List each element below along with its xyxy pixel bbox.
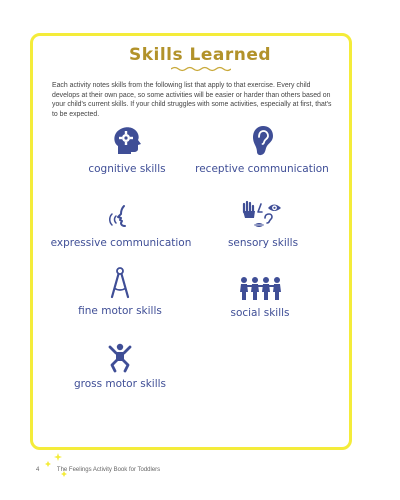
page-number: 4	[36, 467, 40, 473]
skill-label: social skills	[230, 307, 290, 319]
skill-label: gross motor skills	[73, 378, 167, 390]
skill-label: fine motor skills	[78, 305, 162, 317]
skill-expressive-communication	[46, 204, 196, 249]
page-title: Skills Learned	[128, 45, 272, 65]
book-title: The Feelings Activity Book for Toddlers	[56, 467, 161, 473]
jumping-person-icon	[106, 343, 134, 373]
skill-sensory	[218, 198, 308, 249]
page-footer	[36, 467, 160, 473]
title-underline-squiggle	[171, 66, 231, 72]
skill-cognitive	[72, 124, 182, 175]
compass-icon	[107, 266, 133, 300]
skill-gross-motor	[68, 343, 172, 390]
senses-icon	[241, 198, 285, 232]
group-people-icon	[238, 276, 282, 302]
ear-icon	[247, 124, 277, 158]
skill-label: sensory skills	[227, 237, 299, 249]
skill-fine-motor	[70, 266, 170, 317]
skill-label: expressive communication	[50, 237, 192, 249]
head-gear-icon	[110, 124, 144, 158]
skill-social	[215, 276, 305, 319]
skill-label: cognitive skills	[88, 163, 166, 175]
skill-receptive-communication	[192, 124, 332, 175]
speaking-face-icon	[106, 204, 136, 232]
skill-label: receptive communication	[195, 163, 329, 175]
intro-paragraph: Each activity notes skills from the following list that apply to that exercise. Every child develops at their own pace, so some activities will be easier or harder than others based on your child's current skills. If your child struggles with some activities, especially at first, that's to be expected.	[52, 82, 332, 118]
